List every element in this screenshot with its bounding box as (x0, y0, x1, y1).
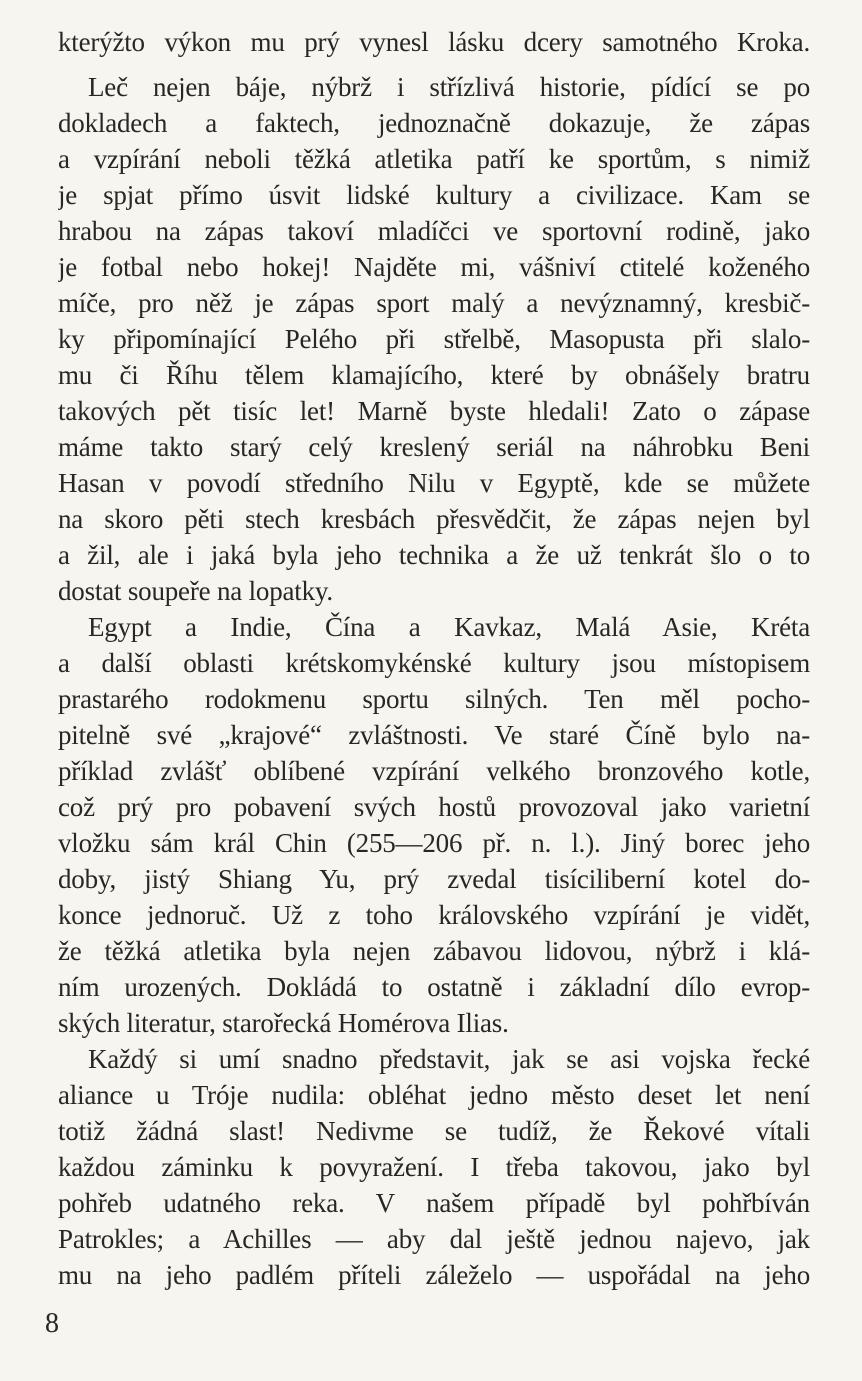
text-line: dokladech a faktech, jednoznačně dokazuje, že zápas (58, 108, 810, 138)
text-line: což prý pro pobavení svých hostů provozoval jako varietní (58, 792, 810, 822)
text-line: hrabou na zápas takoví mladíčci ve sportovní rodině, jako (58, 216, 810, 246)
text-line: mu či Říhu tělem klamajícího, které by obnášely bratru (58, 360, 810, 390)
text-line: a další oblasti krétskomykénské kultury jsou místopisem (58, 648, 810, 678)
text-line: pohřeb udatného reka. V našem případě byl pohřbíván (58, 1188, 810, 1218)
text-line: Egypt a Indie, Čína a Kavkaz, Malá Asie, Kréta (88, 612, 810, 642)
text-line: aliance u Tróje nudila: obléhat jedno město deset let není (58, 1080, 810, 1110)
text-line: na skoro pěti stech kresbách přesvědčit, že zápas nejen byl (58, 504, 810, 534)
text-line: prastarého rodokmenu sportu silných. Ten měl pocho- (58, 684, 810, 714)
text-line: Patrokles; a Achilles — aby dal ještě jednou najevo, jak (58, 1224, 810, 1254)
text-line: mu na jeho padlém příteli záleželo — uspořádal na jeho (58, 1260, 810, 1290)
text-line: každou záminku k povyražení. I třeba takovou, jako byl (58, 1152, 810, 1182)
text-line: míče, pro něž je zápas sport malý a nevýznamný, kresbič- (58, 288, 810, 318)
text-line: dostat soupeře na lopatky. (58, 576, 333, 606)
text-line: Každý si umí snadno představit, jak se asi vojska řecké (88, 1044, 810, 1074)
text-line: Leč nejen báje, nýbrž i střízlivá historie, pídící se po (88, 72, 810, 102)
text-line: a vzpírání neboli těžká atletika patří ke sportům, s nimiž (58, 144, 810, 174)
text-line: Hasan v povodí středního Nilu v Egyptě, kde se můžete (58, 468, 810, 498)
text-line: máme takto starý celý kreslený seriál na náhrobku Beni (58, 432, 810, 462)
text-line: doby, jistý Shiang Yu, prý zvedal tisíciliberní kotel do- (58, 864, 810, 894)
text-line: vložku sám král Chin (255—206 př. n. l.). Jiný borec jeho (58, 828, 810, 858)
text-line: příklad zvlášť oblíbené vzpírání velkého bronzového kotle, (58, 756, 810, 786)
text-line: ky připomínající Pelého při střelbě, Masopusta při slalo- (58, 324, 810, 354)
text-line: a žil, ale i jaká byla jeho technika a že už tenkrát šlo o to (58, 540, 810, 570)
text-line: konce jednoruč. Už z toho královského vzpírání je vidět, (58, 900, 810, 930)
text-line: totiž žádná slast! Nedivme se tudíž, že Řekové vítali (58, 1116, 810, 1146)
text-line: pitelně své „krajové“ zvláštnosti. Ve staré Číně bylo na- (58, 720, 810, 750)
text-line: je fotbal nebo hokej! Najděte mi, vášniví ctitelé koženého (58, 252, 810, 282)
text-line: takových pět tisíc let! Marně byste hledali! Zato o zápase (58, 396, 810, 426)
text-line: je spjat přímo úsvit lidské kultury a civilizace. Kam se (58, 180, 810, 210)
text-line: že těžká atletika byla nejen zábavou lidovou, nýbrž i klá- (58, 936, 810, 966)
text-line: ských literatur, starořecká Homérova Ilias. (58, 1008, 509, 1038)
page-number: 8 (45, 1308, 59, 1339)
text-line: ním urozených. Dokládá to ostatně i základní dílo evrop- (58, 972, 810, 1002)
text-line: kterýžto výkon mu prý vynesl lásku dcery samotného Kroka. (58, 27, 810, 57)
